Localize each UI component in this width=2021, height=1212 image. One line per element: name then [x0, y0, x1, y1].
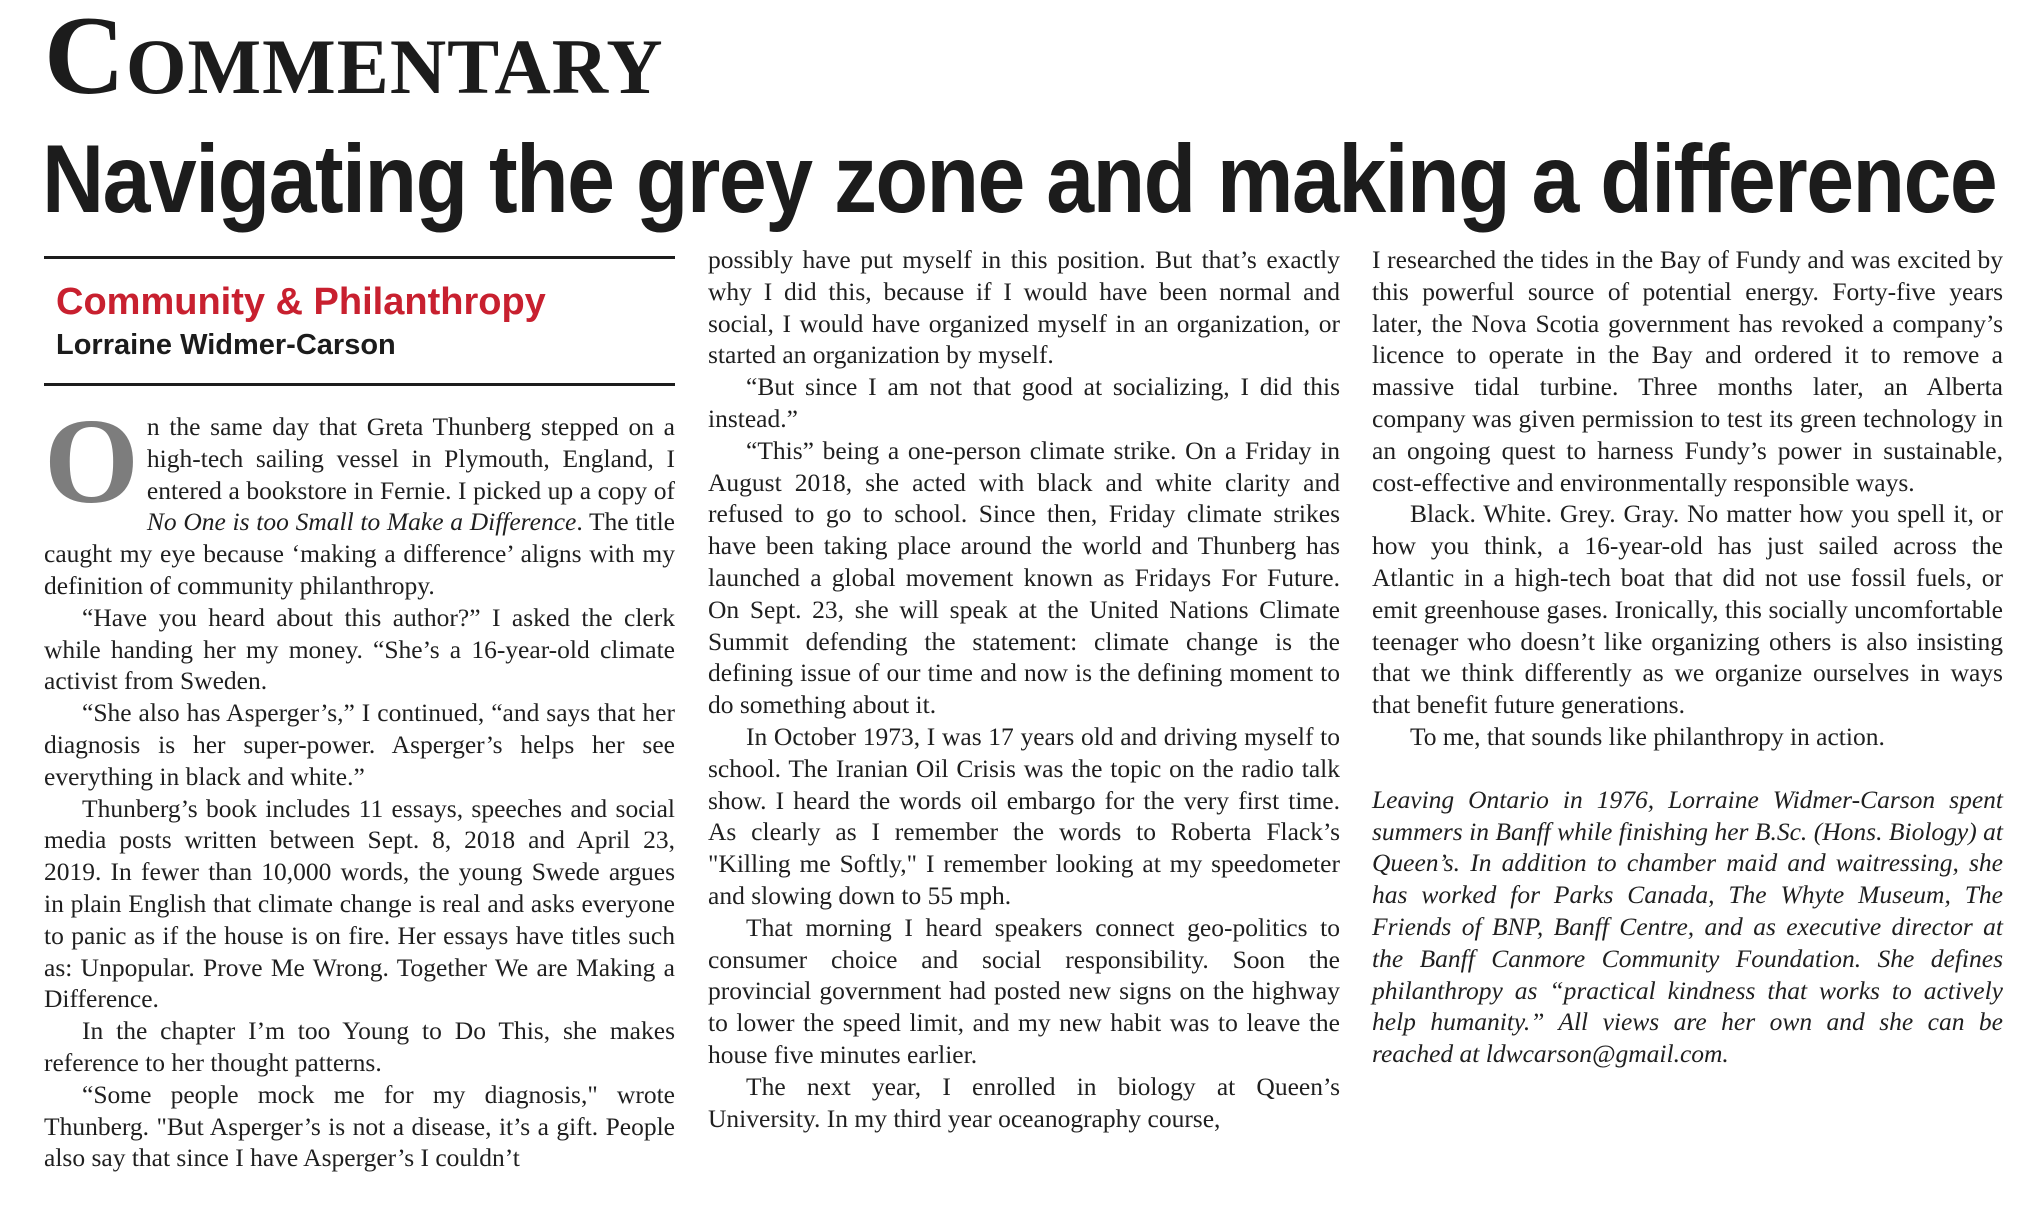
paragraph: Black. White. Grey. Gray. No matter how you spell it, or how you think, a 16-year-old has just sailed across the Atlantic in a high-tech boat that did not use fossil fuels, or emit greenhouse gases. Ironically, this socially uncomfortable teenager who doesn’t like organizing others is also insisting that we think differently as we organize ourselves in ways that benefit future generations. [1372, 499, 2003, 720]
paragraph: possibly have put myself in this position. But that’s exactly why I did this, because if I would have been normal and social, I would have organized myself in an organization, or started an organization by myself. [708, 245, 1340, 370]
paragraph: “This” being a one-person climate strike. On a Friday in August 2018, she acted with black and white clarity and refused to go to school. Since then, Friday climate strikes have been taking place around the world and Thunberg has launched a global movement known as Fridays For Future. On Sept. 23, she will speak at the United Nations Climate Summit defending the statement: climate change is the defining issue of our time and now is the defining moment to do something about it. [708, 435, 1340, 720]
paragraph: “She also has Asperger’s,” I continued, “and says that her diagnosis is her super-power. Asperger’s helps her see everything in black and white.” [44, 698, 675, 791]
paragraph: I researched the tides in the Bay of Fundy and was excited by this powerful source of potential energy. Forty-five years later, the Nova Scotia government has revoked a company’s licence to operate in the Bay and ordered it to remove a massive tidal turbine. Three months later, an Alberta company was given permission to test its green technology in an ongoing quest to harness Fundy’s power in sustainable, cost-effective and environmentally responsible ways. [1372, 245, 2003, 497]
paragraph: “Have you heard about this author?” I asked the clerk while handing her my money. “She’s a 16-year-old climate activist from Sweden. [44, 602, 675, 696]
article-column-2 [708, 244, 1340, 1134]
book-title: No One is too Small to Make a Difference [146, 507, 577, 537]
paragraph: That morning I heard speakers connect geo-politics to consumer choice and social responsibility. Soon the provincial government had posted new signs on the highway to lower the speed limit, and my new habit was to leave the house five minutes earlier. [708, 912, 1340, 1069]
paragraph: “But since I am not that good at socializing, I did this instead.” [708, 372, 1340, 433]
article-column-3 [1372, 244, 2003, 1070]
paragraph: In October 1973, I was 17 years old and driving myself to school. The Iranian Oil Crisis was the topic on the radio talk show. I heard the words oil embargo for the very first time. As clearly as I remember the words to Roberta Flack’s "Killing me Softly," I remember looking at my speedometer and slowing down to 55 mph. [708, 721, 1340, 910]
section-title: Commentary [44, 0, 664, 118]
column-label: Community & Philanthropy [56, 281, 546, 323]
paragraph: Thunberg’s book includes 11 essays, speeches and social media posts written between Sept. 8, 2018 and April 23, 2019. In fewer than 10,000 words, the young Swede argues in plain English that climate change is real and asks everyone to panic as if the house is on fire. Her essays have titles such as: Unpopular. Prove Me Wrong. Together We are Making a Difference. [44, 793, 675, 1014]
drop-cap: O [44, 394, 139, 529]
paragraph-text: . The title caught my eye because ‘making a difference’ aligns with my definition of community philanthropy. [44, 507, 675, 600]
paragraph: “Some people mock me for my diagnosis," wrote Thunberg. "But Asperger’s is not a disease, it’s a gift. People also say that since I have Asperger’s I couldn’t [44, 1079, 675, 1173]
paragraph [44, 394, 675, 602]
rule-top [44, 256, 675, 259]
author-bio: Leaving Ontario in 1976, Lorraine Widmer-Carson spent summers in Banff while finishing her B.Sc. (Hons. Biology) at Queen’s. In addition to chamber maid and waitressing, she has worked for Parks Canada, The Whyte Museum, The Friends of BNP, Banff Centre, and as executive director at the Banff Canmore Community Foundation. She defines philanthropy as “practical kindness that works to actively help humanity.” All views are her own and she can be reached at ldwcarson@gmail.com. [1372, 784, 2003, 1069]
spacer [1372, 753, 2003, 784]
paragraph: The next year, I enrolled in biology at Queen’s University. In my third year oceanography course, [708, 1071, 1340, 1133]
byline: Lorraine Widmer-Carson [56, 329, 396, 361]
headline: Navigating the grey zone and making a difference [42, 125, 1997, 234]
paragraph: To me, that sounds like philanthropy in action. [1410, 721, 1885, 751]
article-column-1 [44, 394, 675, 1174]
rule-bottom [44, 383, 675, 386]
paragraph-text: n the same day that Greta Thunberg stepped on a high-tech sailing vessel in Plymouth, England, I entered a bookstore in Fernie. I picked up a copy of [146, 412, 675, 505]
paragraph: In the chapter I’m too Young to Do This, she makes reference to her thought patterns. [44, 1016, 675, 1077]
